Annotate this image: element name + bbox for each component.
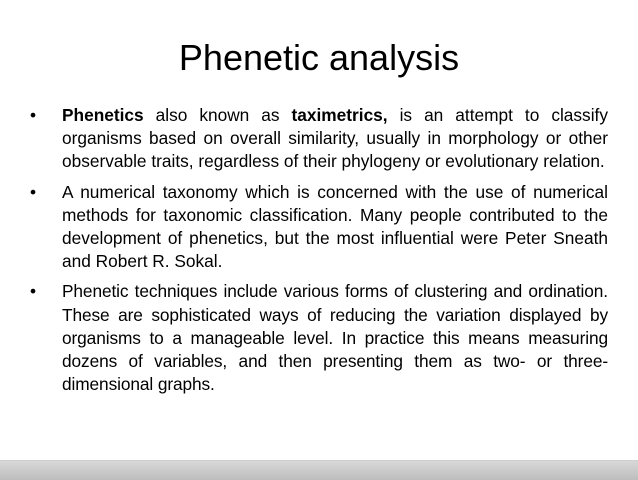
bullet-marker: •: [30, 281, 36, 302]
bullet-marker: •: [30, 181, 37, 202]
bullet-item-phenetics: [30, 104, 608, 174]
slide-title: Phenetic analysis: [178, 37, 460, 78]
bullet-text: Phenetic techniques include various forms of clustering and ordination. These are sophisticated ways of reducing the variation displayed by organisms to a manageable level. In practice this means measuring dozens of variables, and then presenting them as two- or three-dimensional graphs.: [62, 281, 608, 395]
bullet-text: A numerical taxonomy which is concerned with the use of numerical methods for taxonomic classification. Many people contributed to the development of phenetics, but the most influential were Peter Sneath and Robert R. Sokal.: [62, 181, 608, 272]
bullet-item-phenetic-techniques: [30, 280, 608, 396]
term-phenetics: Phenetics: [62, 105, 144, 125]
bullet-text: is an attempt to classify organisms based on overall similarity, usually in morphology or other observable traits, regardless of their phylogeny or evolutionary relation.: [62, 105, 608, 172]
bullet-item-numerical-taxonomy: [30, 181, 608, 274]
bullet-marker: •: [30, 105, 37, 125]
bullet-text: also known as: [143, 105, 292, 125]
bullet-list: [30, 104, 608, 403]
term-taximetrics: taximetrics,: [291, 105, 388, 125]
footer-bar: [0, 460, 638, 480]
